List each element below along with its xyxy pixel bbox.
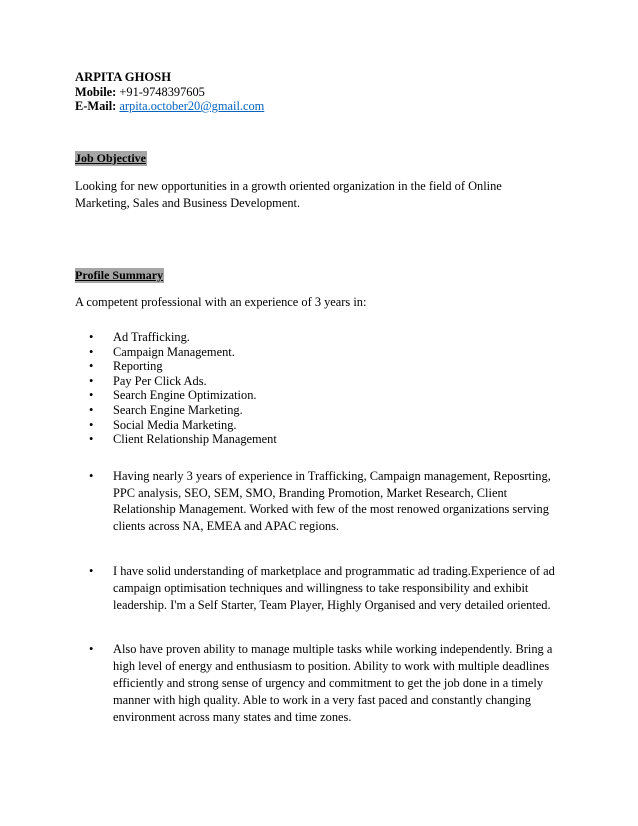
summary-paragraph-abilities (75, 641, 555, 725)
job-objective-heading: Job Objective (75, 151, 146, 165)
bullet-icon: • (89, 330, 94, 344)
email-line (75, 99, 555, 114)
bullet-icon: • (89, 344, 94, 359)
list-item: • Campaign Management. (89, 344, 235, 359)
bullet-icon: • (89, 388, 94, 403)
profile-summary-intro: A competent professional with an experience of 3 years in: (75, 295, 367, 309)
candidate-name: ARPITA GHOSH (75, 70, 171, 84)
job-objective-section (75, 151, 555, 211)
resume-page (75, 70, 555, 724)
candidate-name-line (75, 70, 555, 85)
list-item: • Pay Per Click Ads. (89, 373, 207, 388)
summary-paragraph-text: Having nearly 3 years of experience in Trafficking, Campaign management, Reposrting, PPC analysis, SEO, SEM, SMO, Branding Promotion, Market Research, Client Relationship Management. Worked with few of the most renowed organizations serving clients across NA, EMEA and APAC regions. (113, 468, 551, 534)
email-link[interactable]: arpita.october20@gmail.com (119, 99, 265, 113)
list-item: • Ad Trafficking. (89, 330, 190, 344)
profile-summary-heading: Profile Summary (75, 268, 164, 282)
mobile-value: +91-9748397605 (119, 84, 205, 99)
list-item: • Search Engine Optimization. (89, 388, 257, 403)
resume-header (75, 70, 555, 114)
profile-summary-section (75, 268, 555, 725)
bullet-icon: • (89, 468, 94, 483)
bullet-icon: • (89, 373, 94, 388)
summary-paragraph-experience (75, 468, 555, 535)
bullet-icon: • (89, 417, 94, 432)
list-item: • Client Relationship Management (89, 432, 277, 447)
summary-paragraph-skills (75, 563, 555, 613)
list-item: • Social Media Marketing. (89, 417, 237, 432)
job-objective-text: Looking for new opportunities in a growth oriented organization in the field of Online Marketing, Sales and Business Development. (75, 179, 502, 210)
bullet-icon: • (89, 563, 94, 578)
bullet-icon: • (89, 359, 94, 374)
bullet-icon: • (89, 432, 94, 447)
mobile-label: Mobile: (75, 84, 117, 99)
bullet-icon: • (89, 642, 94, 657)
email-label: E-Mail: (75, 99, 117, 113)
list-item: • Reporting (89, 359, 163, 374)
summary-paragraph-text: I have solid understanding of marketplace and programmatic ad trading.Experience of ad campaign optimisation techniques and willingness to take responsibility and exhibit leadership. I'm a Self Starter, Team Player, Highly Organised and very detailed oriented. (113, 563, 555, 612)
list-item: • Search Engine Marketing. (89, 402, 243, 417)
mobile-line (75, 85, 555, 100)
skills-list (75, 330, 555, 447)
bullet-icon: • (89, 402, 94, 417)
summary-paragraph-text: Also have proven ability to manage multiple tasks while working independently. Bring a high level of energy and enthusiasm to position. Ability to work with multiple deadlines efficiently and strong sense of urgency and commitment to get the job done in a timely manner with high quality. Able to work in a very fast paced and constantly changing environment across many states and time zones. (113, 642, 553, 724)
